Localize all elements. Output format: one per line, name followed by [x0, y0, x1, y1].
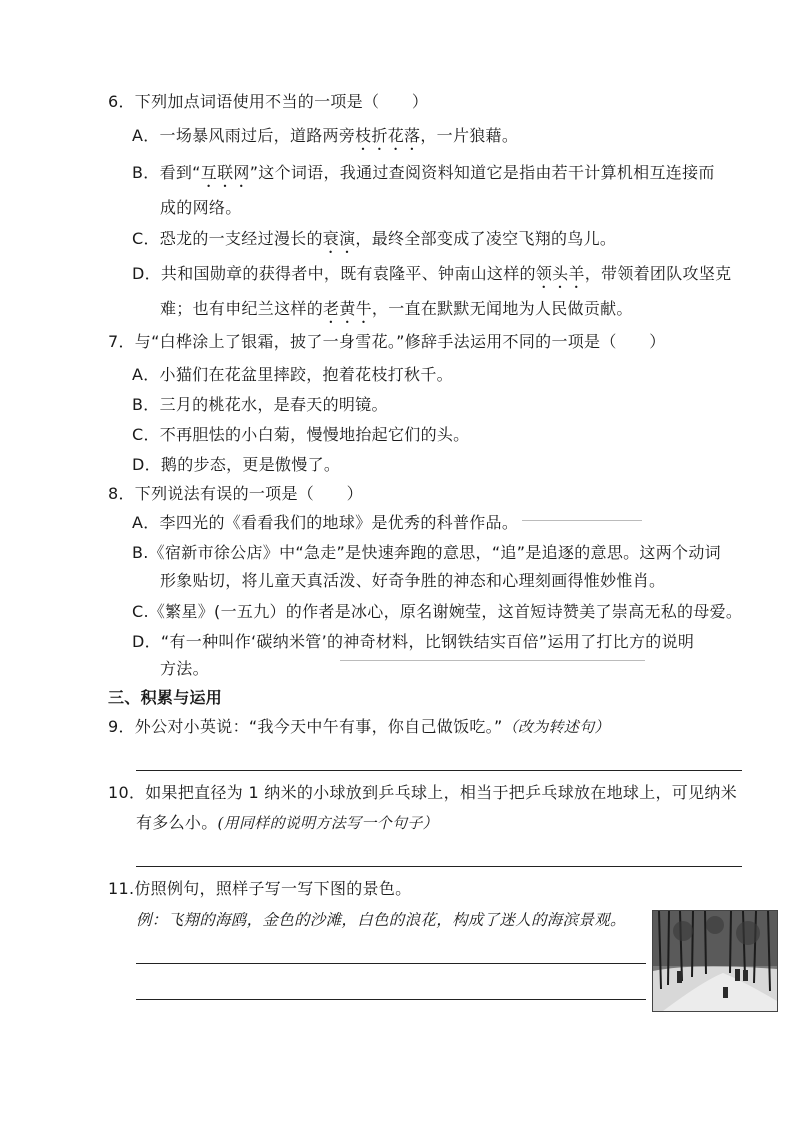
q9-stem-text: 9．外公对小英说：“我今天中午有事，你自己做饭吃。”	[108, 717, 503, 736]
q8-option-a: A．李四光的《看看我们的地球》是优秀的科普作品。	[132, 513, 519, 532]
q7-option-c: C．不再胆怯的小白菊，慢慢地抬起它们的头。	[132, 425, 470, 444]
snow-forest-image	[653, 911, 777, 1011]
q8-option-b-cont: 形象贴切，将儿童天真活泼、好奇争胜的神态和心理刻画得惟妙惟肖。	[160, 571, 666, 590]
q10-stem: 10．如果把直径为 1 纳米的小球放到乒乓球上，相当于把乒乓球放在地球上，可见纳米	[108, 783, 738, 802]
q6-option-d2-text-end: ，一直在默默无闻地为人民做贡献。	[371, 299, 633, 318]
q7-stem: 7．与“白桦涂上了银霜，披了一身雪花。”修辞手法运用不同的一项是（ ）	[108, 332, 666, 351]
q6-option-d2-marked: 老黄牛	[323, 299, 372, 318]
q8-option-d-cont: 方法。	[160, 659, 209, 678]
q6-option-d	[132, 262, 731, 292]
section-title: 三、积累与运用	[108, 688, 223, 707]
q10-answer-line[interactable]	[136, 866, 742, 867]
q6-option-b-text-end: ”这个词语，我通过查阅资料知道它是指由若干计算机相互连接而	[249, 163, 715, 182]
q9-answer-line[interactable]	[136, 770, 742, 771]
q8-stem: 8．下列说法有误的一项是（ ）	[108, 484, 363, 503]
q6-option-b-text: B．看到“	[132, 163, 201, 182]
q6-option-d-text-end: ，带领着团队攻坚克	[584, 264, 732, 283]
q11-stem: 11.仿照例句，照样子写一写下图的景色。	[108, 879, 412, 898]
q6-option-d2-text: 难；也有申纪兰这样的	[160, 299, 324, 318]
q11-answer-line-1[interactable]	[136, 963, 646, 964]
q6-option-c-text-end: ，最终全部变成了凌空飞翔的鸟儿。	[355, 229, 617, 248]
q8-option-b: B.《宿新市徐公店》中“急走”是快速奔跑的意思，“追”是追逐的意思。这两个动词	[132, 543, 721, 562]
q6-option-a-marked: 枝折花落	[355, 126, 421, 145]
q6-option-c	[132, 227, 616, 257]
q6-option-b	[132, 161, 715, 191]
q11-answer-line-2[interactable]	[136, 999, 646, 1000]
q6-option-a-text-end: ，一片狼藉。	[420, 126, 519, 145]
q10-stem-cont	[136, 811, 438, 835]
q11-example: 例：飞翔的海鸥，金色的沙滩，白色的浪花，构成了迷人的海滨景观。	[136, 911, 626, 929]
q9-stem	[108, 715, 610, 739]
q6-option-b-cont: 成的网络。	[160, 198, 242, 217]
q6-option-a-text: A．一场暴风雨过后，道路两旁	[132, 126, 356, 145]
q6-option-a	[132, 124, 518, 154]
q6-option-c-marked: 衰演	[322, 229, 356, 248]
q6-option-b-marked: 互联网	[200, 163, 250, 182]
q6-stem: 6．下列加点词语使用不当的一项是（ ）	[108, 92, 429, 111]
q10-hint: (用同样的说明方法写一个句子）	[217, 814, 438, 832]
q8-option-c: C.《繁星》(一五九）的作者是冰心，原名谢婉莹，这首短诗赞美了崇高无私的母爱。	[132, 602, 743, 621]
scan-stroke	[522, 520, 642, 521]
q7-option-a: A．小猫们在花盆里摔跤，抱着花枝打秋千。	[132, 365, 453, 384]
q8-option-d: D．“有一种叫作‘碳纳米管’的神奇材料，比钢铁结实百倍”运用了打比方的说明	[132, 632, 695, 651]
q6-option-d-cont	[160, 297, 633, 327]
scan-stroke	[340, 660, 645, 661]
snow-forest-photo	[652, 910, 778, 1012]
q7-option-d: D．鹅的步态，更是傲慢了。	[132, 455, 341, 474]
q6-option-d-marked: 领头羊	[535, 264, 585, 283]
q9-hint: （改为转述句）	[502, 718, 610, 736]
q6-option-d-text: D．共和国勋章的获得者中，既有袁隆平、钟南山这样的	[132, 264, 536, 283]
q7-option-b: B．三月的桃花水，是春天的明镜。	[132, 395, 388, 414]
q6-option-c-text: C．恐龙的一支经过漫长的	[132, 229, 323, 248]
q10-stem-text: 有多么小。	[136, 813, 218, 832]
